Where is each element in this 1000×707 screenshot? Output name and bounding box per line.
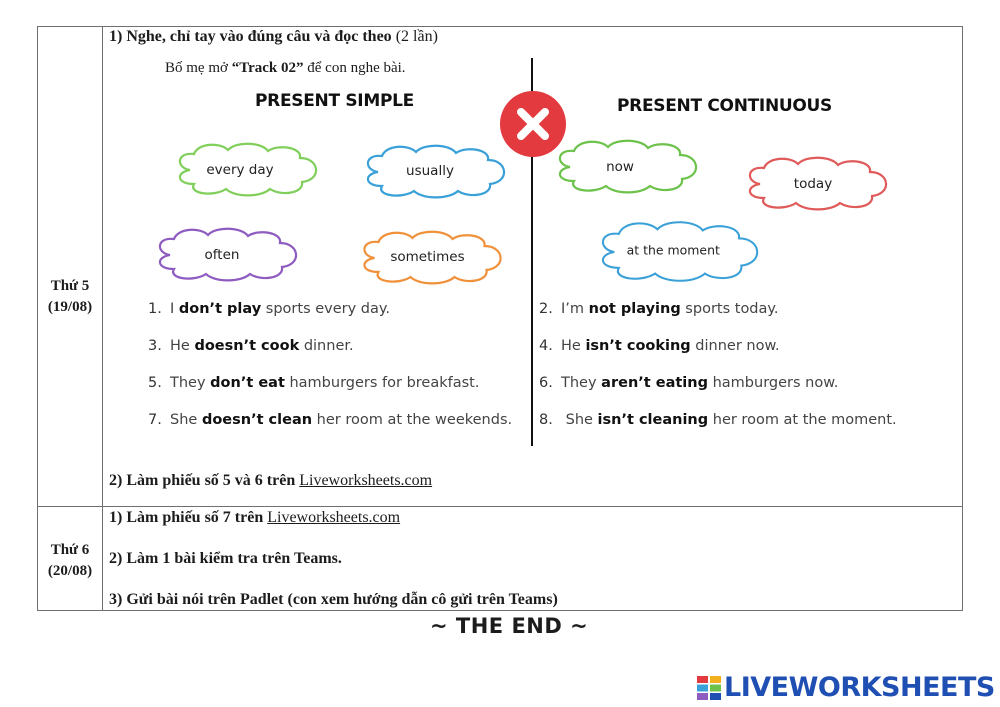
present-simple-heading: PRESENT SIMPLE: [255, 91, 414, 111]
liveworksheets-brand: [697, 672, 995, 703]
cloud-at-the-moment: [582, 218, 777, 286]
cloud-label-usually: usually: [406, 163, 454, 179]
row1-task2: 2) Làm phiếu số 5 và 6 trên Liveworksheets.com: [109, 472, 433, 489]
cloud-label-sometimes: sometimes: [390, 249, 465, 265]
track-instruction: Bố mẹ mở “Track 02” để con nghe bài.: [165, 60, 406, 76]
cloud-label-every-day: every day: [206, 162, 274, 178]
row1-day: Thứ 5: [50, 278, 90, 294]
row1-date: (19/08): [47, 299, 93, 315]
cloud-label-often: often: [204, 247, 240, 263]
the-end-banner: ~ THE END ~: [430, 614, 589, 638]
table-border-top: [37, 26, 963, 27]
table-row-divider: [37, 506, 963, 507]
track-name: “Track 02”: [231, 60, 304, 76]
continuous-sentence-4: 4. He isn’t cooking dinner now.: [539, 338, 780, 354]
cloud-usually: [358, 142, 513, 200]
table-border-right: [962, 26, 963, 611]
cloud-often: [150, 225, 305, 285]
table-border-left: [37, 26, 38, 611]
cloud-sometimes: [352, 228, 512, 288]
cloud-label-now: now: [606, 159, 634, 175]
liveworksheets-link-1[interactable]: Liveworksheets.com: [299, 472, 433, 489]
row1-task1-times: (2 lần): [391, 28, 438, 45]
present-continuous-heading: PRESENT CONTINUOUS: [617, 96, 832, 116]
row2-task1: 1) Làm phiếu số 7 trên Liveworksheets.com: [109, 509, 401, 526]
brand-name[interactable]: LIVEWORKSHEETS: [724, 672, 995, 703]
simple-sentence-5: 5. They don’t eat hamburgers for breakfast.: [148, 375, 480, 391]
continuous-sentence-2: 2. I’m not playing sports today.: [539, 301, 779, 317]
row2-date: (20/08): [47, 563, 93, 579]
cloud-today: [740, 154, 895, 214]
row1-task1: [109, 28, 438, 46]
continuous-sentence-8: 8. She isn’t cleaning her room at the moment.: [539, 412, 897, 428]
row1-task1-label: 1) Nghe, chỉ tay vào đúng câu và đọc theo: [109, 28, 392, 45]
row2-day: Thứ 6: [50, 542, 90, 558]
simple-sentence-1: 1. I don’t play sports every day.: [148, 301, 391, 317]
table-border-bottom: [37, 610, 963, 611]
row2-task2: 2) Làm 1 bài kiểm tra trên Teams.: [109, 550, 342, 567]
row1-day-cell: [38, 276, 102, 318]
cloud-label-today: today: [793, 176, 833, 192]
simple-sentence-7: 7. She doesn’t clean her room at the weekends.: [148, 412, 513, 428]
liveworksheets-logo-icon: [697, 676, 721, 700]
continuous-sentence-6: 6. They aren’t eating hamburgers now.: [539, 375, 839, 391]
cloud-label-at-the-moment: at the moment: [626, 242, 720, 258]
row2-task3: 3) Gửi bài nói trên Padlet (con xem hướng dẫn cô gửi trên Teams): [109, 591, 558, 608]
cloud-now: [550, 137, 705, 197]
liveworksheets-link-2[interactable]: Liveworksheets.com: [267, 509, 401, 526]
row2-day-cell: [38, 540, 102, 582]
table-column-divider: [102, 26, 103, 611]
simple-sentence-3: 3. He doesn’t cook dinner.: [148, 338, 354, 354]
cloud-every-day: [170, 140, 325, 200]
